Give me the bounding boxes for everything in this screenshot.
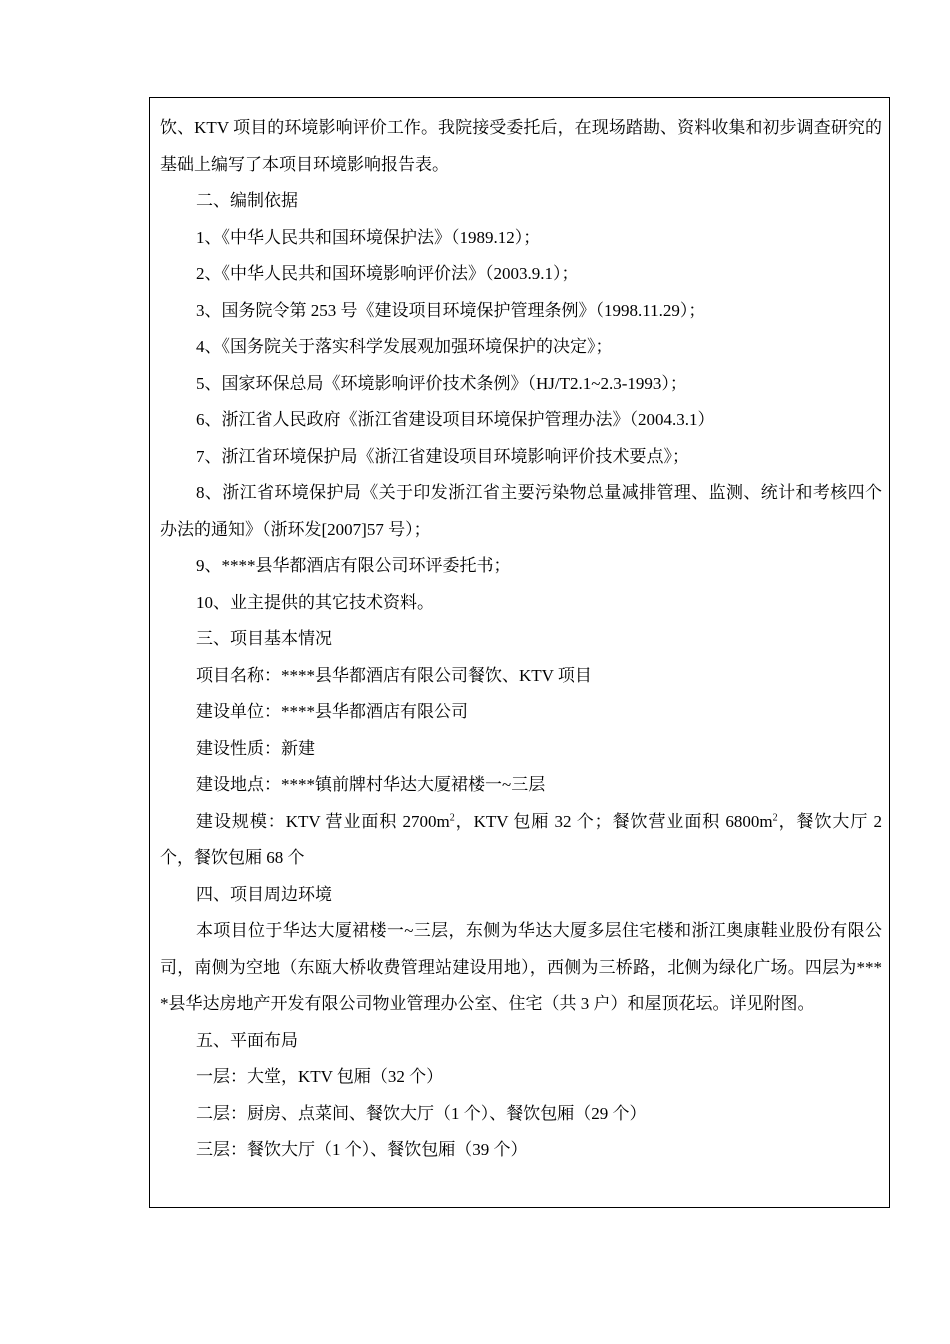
scale-sup-2: 2 — [772, 811, 778, 823]
basis-item-2: 2、《中华人民共和国环境影响评价法》（2003.9.1）； — [196, 264, 579, 283]
layout-floor-3: 三层：餐饮大厅（1 个）、餐饮包厢（39 个） — [196, 1140, 528, 1159]
construction-scale — [160, 804, 882, 877]
heading-project-info: 三、项目基本情况 — [196, 629, 332, 648]
basis-item-4: 4、《国务院关于落实科学发展观加强环境保护的决定》； — [196, 337, 613, 356]
basis-item-8: 8、浙江省环境保护局《关于印发浙江省主要污染物总量减排管理、监测、统计和考核四个办法的通知》（浙环发[2007]57 号）； — [160, 483, 882, 539]
surroundings-description: 本项目位于华达大厦裙楼一~三层，东侧为华达大厦多层住宅楼和浙江奥康鞋业股份有限公司，南侧为空地（东瓯大桥收费管理站建设用地），西侧为三桥路，北侧为绿化广场。四层为****县华达房地产开发有限公司物业管理办公室、住宅（共 3 户）和屋顶花坛。详见附图。 — [160, 921, 882, 1013]
scale-prefix: 建设规模：KTV 营业面积 2700m — [196, 811, 450, 831]
basis-item-9: 9、****县华都酒店有限公司环评委托书； — [196, 556, 511, 575]
scale-middle: ，KTV 包厢 32 个；餐饮营业面积 6800m — [454, 811, 773, 831]
scale-suffix: ，餐饮大厅 2 个，餐饮包厢 68 个 — [160, 811, 883, 867]
basis-item-6: 6、浙江省人民政府《浙江省建设项目环境保护管理办法》（2004.3.1） — [196, 410, 715, 429]
basis-item-1: 1、《中华人民共和国环境保护法》（1989.12）； — [196, 227, 541, 247]
basis-item-10: 10、业主提供的其它技术资料。 — [196, 592, 434, 612]
construction-unit: 建设单位：****县华都酒店有限公司 — [196, 702, 468, 721]
construction-nature: 建设性质：新建 — [196, 738, 315, 758]
heading-layout: 五、平面布局 — [196, 1030, 298, 1050]
basis-item-7: 7、浙江省环境保护局《浙江省建设项目环境影响评价技术要点》； — [196, 446, 689, 466]
basis-item-5: 5、国家环保总局《环境影响评价技术条例》（HJ/T2.1~2.3-1993）； — [196, 373, 687, 393]
document-body — [160, 110, 882, 1169]
scale-sup-1: 2 — [449, 811, 455, 823]
construction-location: 建设地点：****镇前牌村华达大厦裙楼一~三层 — [196, 775, 546, 794]
heading-surroundings: 四、项目周边环境 — [196, 884, 332, 904]
layout-floor-1: 一层：大堂，KTV 包厢（32 个） — [196, 1067, 444, 1086]
document-frame — [149, 97, 890, 1208]
layout-floor-2: 二层：厨房、点菜间、餐饮大厅（1 个）、餐饮包厢（29 个） — [196, 1103, 647, 1123]
basis-item-3: 3、国务院令第 253 号《建设项目环境保护管理条例》（1998.11.29）； — [196, 300, 706, 320]
heading-basis: 二、编制依据 — [196, 191, 298, 210]
paragraph-intro: 饮、KTV 项目的环境影响评价工作。我院接受委托后，在现场踏勘、资料收集和初步调查研究的基础上编写了本项目环境影响报告表。 — [160, 118, 882, 174]
project-name: 项目名称：****县华都酒店有限公司餐饮、KTV 项目 — [196, 665, 592, 685]
